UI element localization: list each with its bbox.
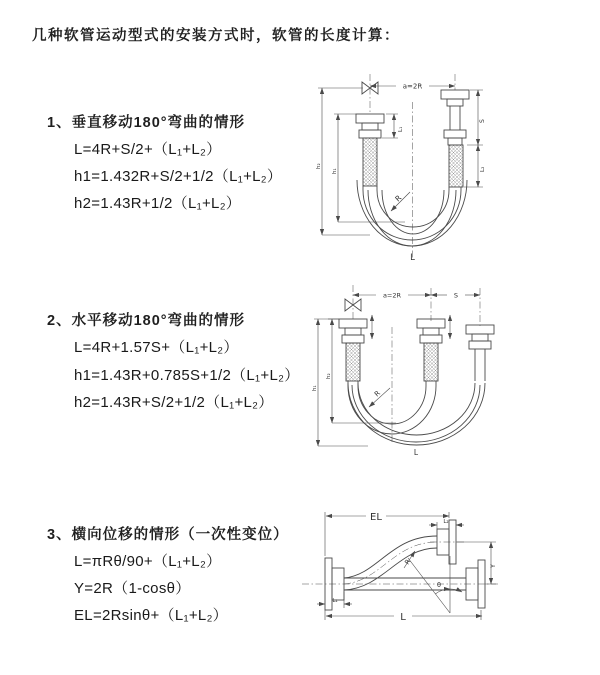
dim-label-r: R: [393, 193, 404, 204]
angle-construction: [408, 556, 462, 613]
right-fitting: [466, 325, 494, 381]
dim-label-h1: h₁: [312, 385, 318, 391]
dim-label-h1: h₁: [332, 168, 338, 174]
dim-label-l1: L₁: [332, 598, 338, 604]
displaced-hose: [344, 536, 437, 590]
dim-label-h2: h₂: [316, 163, 322, 169]
section-3-heading: 3、横向位移的情形（一次性变位）: [47, 527, 289, 543]
hose-bend: [357, 180, 467, 246]
diagram-horizontal-move-180-bend: [306, 283, 598, 463]
section-2-formula-L: L=4R+1.57S+（L₁+L₂）: [74, 339, 239, 356]
dim-label-y: Y: [489, 564, 497, 568]
dim-label-length: L: [410, 253, 415, 263]
dim-label-l2: L₂: [480, 166, 486, 172]
section-3-formula-L: L=πRθ/90+（L₁+L₂）: [74, 553, 222, 570]
dim-label-s: S: [453, 291, 459, 300]
section-3-formula-Y: Y=2R（1-cosθ）: [74, 580, 191, 597]
right-fitting: [441, 90, 469, 190]
dim-label-s: S: [479, 119, 486, 123]
section-2-formula-h2: h2=1.43R+S/2+1/2（L₁+L₂）: [74, 394, 274, 411]
hose-bend: [348, 383, 485, 445]
dim-label-r: R: [372, 389, 382, 399]
dim-label-length: L: [413, 448, 419, 457]
dim-el: [325, 512, 449, 556]
page-title: 几种软管运动型式的安装方式时，软管的长度计算：: [32, 28, 400, 44]
radius-leader: [369, 388, 390, 407]
dim-h2: [318, 88, 370, 235]
dim-label-l1: L₁: [398, 126, 404, 132]
dim-label-h2: h₂: [326, 373, 332, 379]
section-1-formula-h1: h1=1.432R+S/2+1/2（L₁+L₂）: [74, 168, 283, 185]
centerlines: [353, 285, 480, 443]
middle-fitting: [417, 319, 445, 386]
section-1-formula-h2: h2=1.43R+1/2（L₁+L₂）: [74, 195, 242, 212]
left-fitting: [356, 114, 384, 190]
section-2-heading: 2、水平移动180°弯曲的情形: [47, 313, 246, 329]
left-fitting: [339, 319, 367, 386]
dim-label-l2: L₂: [443, 519, 449, 525]
dim-label-a2r: a=2R: [382, 291, 402, 300]
dim-label-length: L: [400, 612, 406, 623]
section-1-formula-L: L=4R+S/2+（L₁+L₂）: [74, 141, 222, 158]
dim-h1: [314, 319, 368, 446]
section-3-formula-EL: EL=2Rsinθ+（L₁+L₂）: [74, 607, 228, 624]
diagram-lateral-displacement: [298, 498, 598, 666]
section-2-formula-h1: h1=1.43R+0.785S+1/2（L₁+L₂）: [74, 367, 300, 384]
dim-label-r: R: [403, 557, 413, 567]
section-1-heading: 1、垂直移动180°弯曲的情形: [47, 115, 246, 131]
diagram-vertical-move-180-bend: [310, 72, 590, 267]
dim-label-theta: θ: [437, 581, 441, 589]
dim-label-el: EL: [370, 512, 382, 523]
dim-label-a2r: a=2R: [402, 82, 423, 91]
